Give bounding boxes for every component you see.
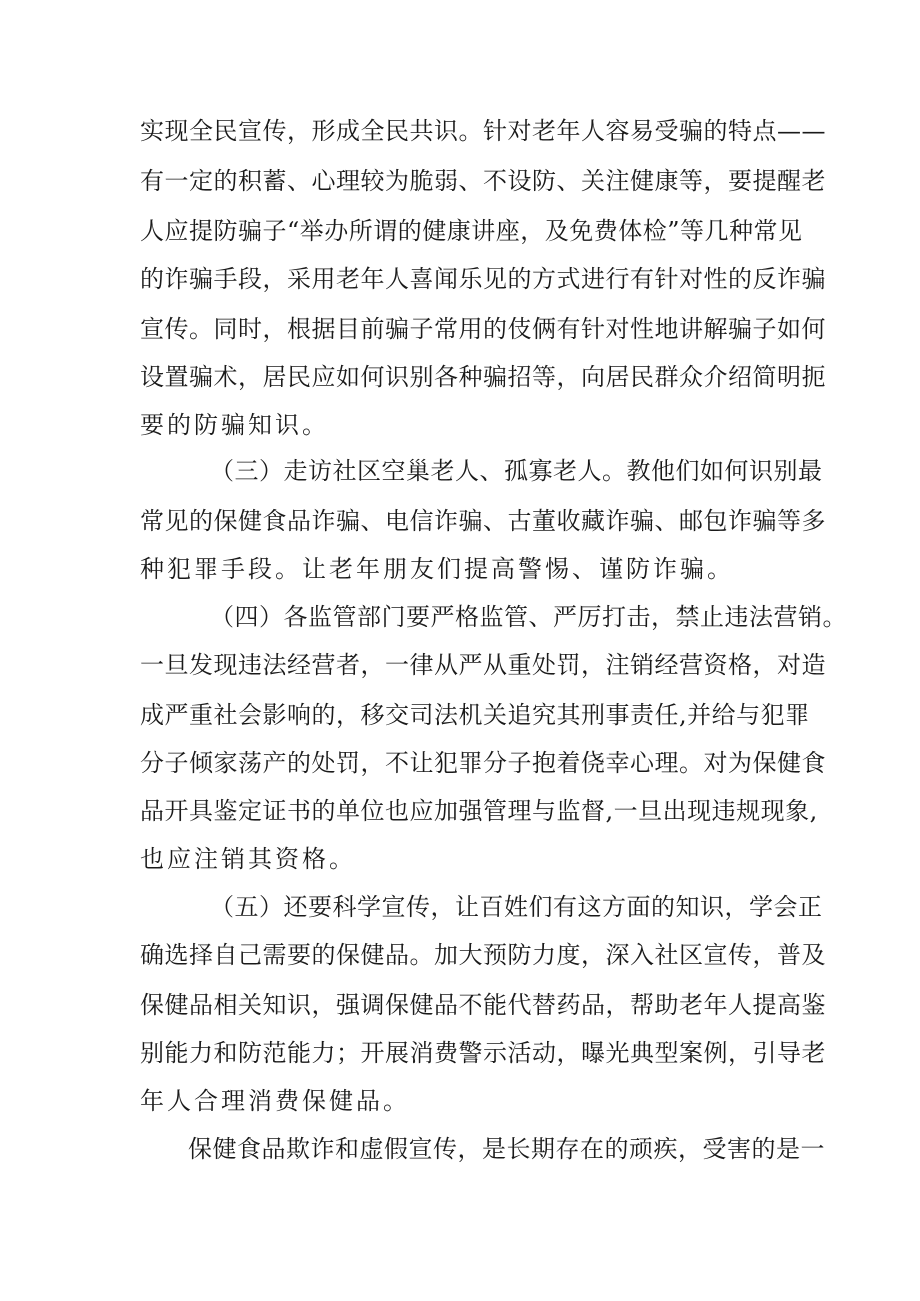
text-line: 有一定的积蓄、心理较为脆弱、不设防、关注健康等，要提醒老 xyxy=(140,167,826,195)
text-line: 保健品相关知识，强调保健品不能代替药品，帮助老年人提高鉴 xyxy=(140,991,826,1019)
text-line: 保健食品欺诈和虚假宣传，是长期存在的顽疾，受害的是一 xyxy=(188,1135,825,1163)
text-line: 的诈骗手段，采用老年人喜闻乐见的方式进行有针对性的反诈骗 xyxy=(140,265,826,293)
text-line: 品开具鉴定证书的单位也应加强管理与监督,一旦出现违规现象, xyxy=(140,797,818,825)
text-line: 别能力和防范能力；开展消费警示活动，曝光典型案例，引导老 xyxy=(140,1039,826,1067)
text-line: 设置骗术，居民应如何识别各种骗招等，向居民群众介绍简明扼 xyxy=(140,363,826,391)
text-line: 宣传。同时，根据目前骗子常用的伎俩有针对性地讲解骗子如何 xyxy=(140,315,826,343)
paragraph-heading: （四）各监管部门要严格监管、严厉打击，禁止违法营销。 xyxy=(210,603,847,631)
text-line: 年人合理消费保健品。 xyxy=(140,1087,410,1115)
text-line: 常见的保健食品诈骗、电信诈骗、古董收藏诈骗、邮包诈骗等多 xyxy=(140,507,826,535)
text-line: 也应注销其资格。 xyxy=(140,845,356,873)
text-line: 确选择自己需要的保健品。加大预防力度，深入社区宣传，普及 xyxy=(140,941,826,969)
paragraph-heading: （三）走访社区空巢老人、孤寡老人。教他们如何识别最 xyxy=(210,457,823,485)
text-line: 人应提防骗子“举办所谓的健康讲座，及免费体检”等几种常见 xyxy=(140,217,803,245)
paragraph-heading: （五）还要科学宣传，让百姓们有这方面的知识，学会正 xyxy=(210,893,823,921)
text-line: 成严重社会影响的，移交司法机关追究其刑事责任,并给与犯罪 xyxy=(140,701,810,729)
text-line: 种犯罪手段。让老年朋友们提高警惕、谨防诈骗。 xyxy=(140,555,734,583)
text-line: 一旦发现违法经营者，一律从严从重处罚，注销经营资格，对造 xyxy=(140,651,826,679)
text-line: 分子倾家荡产的处罚，不让犯罪分子抱着侥幸心理。对为保健食 xyxy=(140,749,826,777)
text-line: 实现全民宣传，形成全民共识。针对老年人容易受骗的特点—— xyxy=(140,117,826,145)
text-line: 要的防骗知识。 xyxy=(140,411,329,439)
